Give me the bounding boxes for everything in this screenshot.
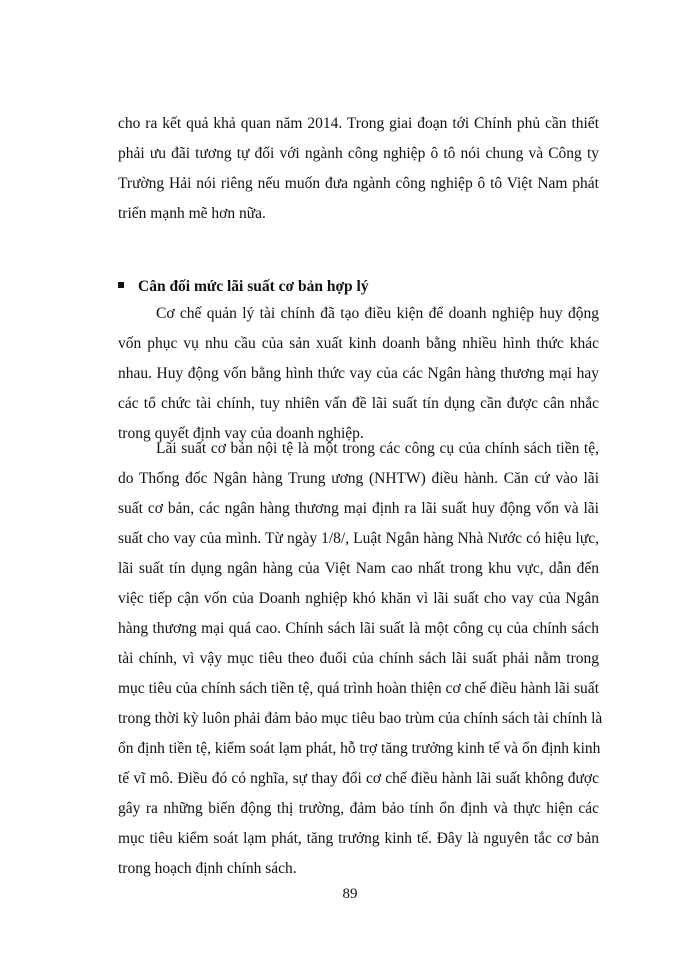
paragraph-3-line: do Thống đốc Ngân hàng Trung ương (NHTW) điều hành. Căn cứ vào lãi [118, 470, 599, 487]
paragraph-1-line: phải ưu đãi tương tự đối với ngành công nghiệp ô tô nói chung và Công ty [118, 145, 599, 162]
paragraph-3-line: mục tiêu kiểm soát lạm phát, tăng trưởng kinh tế. Đây là nguyên tắc cơ bản [118, 830, 599, 847]
paragraph-3-line: tế vĩ mô. Điều đó có nghĩa, sự thay đổi cơ chế điều hành lãi suất không được [118, 770, 599, 787]
paragraph-1 [118, 109, 599, 229]
paragraph-3-line: ổn định tiền tệ, kiểm soát lạm phát, hỗ trợ tăng trưởng kinh tế và ổn định kinh [118, 740, 601, 757]
square-bullet-icon [118, 282, 124, 288]
paragraph-2-line: nhau. Huy động vốn bằng hình thức vay của các Ngân hàng thương mại hay [118, 365, 599, 382]
paragraph-1-line: Trường Hải nói riêng nếu muốn đưa ngành công nghiệp ô tô Việt Nam phát [118, 175, 599, 192]
paragraph-3 [118, 434, 603, 884]
section-heading-text: Cân đối mức lãi suất cơ bản hợp lý [138, 278, 369, 295]
paragraph-3-line: trong hoạch định chính sách. [118, 860, 297, 877]
paragraph-2 [118, 299, 599, 449]
paragraph-3-line: tài chính, vì vậy mục tiêu theo đuổi của chính sách lãi suất phải nằm trong [118, 650, 599, 667]
section-heading [118, 272, 599, 302]
paragraph-3-line: suất cho vay của mình. Từ ngày 1/8/, Luật Ngân hàng Nhà Nước có hiệu lực, [118, 530, 599, 547]
paragraph-3-line: việc tiếp cận vốn của Doanh nghiệp khó khăn vì lãi suất cho vay của Ngân [118, 590, 599, 607]
paragraph-3-line: mục tiêu của chính sách tiền tệ, quá trình hoàn thiện cơ chế điều hành lãi suất [118, 680, 599, 697]
paragraph-3-line: lãi suất tín dụng ngân hàng của Việt Nam cao nhất trong khu vực, dẫn đến [118, 560, 599, 577]
paragraph-3-line: Lãi suất cơ bản nội tệ là một trong các công cụ của chính sách tiền tệ, [156, 440, 599, 457]
paragraph-1-line: triển mạnh mẽ hơn nữa. [118, 205, 266, 222]
paragraph-1-line: cho ra kết quả khả quan năm 2014. Trong giai đoạn tới Chính phủ cần thiết [118, 115, 599, 132]
paragraph-2-line: trong quyết định vay của doanh nghiệp. [118, 425, 364, 442]
paragraph-2-line: các tổ chức tài chính, tuy nhiên vấn đề lãi suất tín dụng cần được cân nhắc [118, 395, 599, 412]
paragraph-3-line: suất cơ bản, các ngân hàng thương mại định ra lãi suất huy động vốn và lãi [118, 500, 599, 517]
paragraph-2-line: vốn phục vụ nhu cầu của sản xuất kinh doanh bằng nhiều hình thức khác [118, 335, 599, 352]
paragraph-2-line: Cơ chế quản lý tài chính đã tạo điều kiện để doanh nghiệp huy động [156, 305, 599, 322]
paragraph-3-line: trong thời kỳ luôn phải đảm bảo mục tiêu bao trùm của chính sách tài chính là [118, 710, 603, 727]
paragraph-3-line: gây ra những biến động thị trường, đảm bảo tính ổn định và thực hiện các [118, 800, 599, 817]
page-number: 89 [342, 886, 358, 902]
paragraph-3-line: hàng thương mại quá cao. Chính sách lãi suất là một công cụ của chính sách [118, 620, 599, 637]
